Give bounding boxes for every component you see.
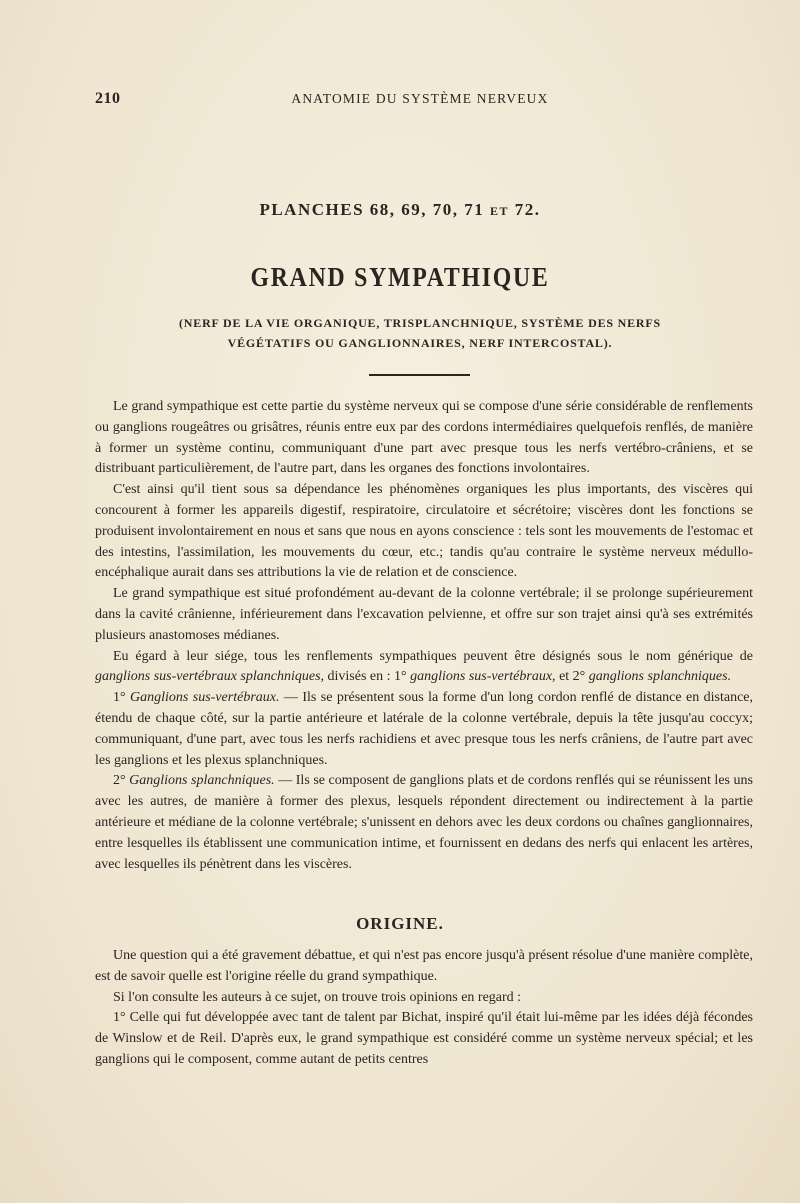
paragraph: 2° Ganglions splanchniques. — Ils se composent de ganglions plats et de cordons renflés qui se réunissent les uns avec les autres, de manière à former des plexus, lesquels répondent directement ou indirectement à la partie antérieure et médiane de la colonne vertébrale; s'unissent en dehors avec les deux cordons ou chaînes ganglionnaires, entre lesquelles ils établissent une communication intime, et fournissent en dedans des nerfs qui enlacent les artères, avec lesquelles ils pénètrent dans les viscères. xyxy=(95,773,753,872)
title-rule xyxy=(369,374,470,376)
paragraph: Une question qui a été gravement débattue, et qui n'est pas encore jusqu'à présent résolue d'une manière complète, est de savoir quelle est l'origine réelle du grand sympathique. xyxy=(95,948,753,984)
page-title: GRAND SYMPATHIQUE xyxy=(250,262,550,292)
body-text-origine xyxy=(95,946,753,1071)
plates-reference: PLANCHES 68, 69, 70, 71 et 72. xyxy=(259,200,541,219)
paragraph: Le grand sympathique est situé profondément au-devant de la colonne vertébrale; il se prolonge supérieurement dans la cavité crânienne, inférieurement dans l'excavation pelvienne, et offre sur son trajet ainsi qu'à ses extrémités plusieurs anastomoses médianes. xyxy=(95,586,753,643)
paragraph: Le grand sympathique est cette partie du système nerveux qui se compose d'une série considérable de renflements ou ganglions rougeâtres ou grisâtres, réunis entre eux par des cordons intermédiaires quelquefois renflés, de manière à former un système continu, communiquant d'une part avec presque tous les nerfs vertébro-crâniens, et se distribuant particulièrement, de l'autre part, dans les organes des fonctions involontaires. xyxy=(95,399,753,477)
paragraph: Si l'on consulte les auteurs à ce sujet, on trouve trois opinions en regard : xyxy=(113,989,522,1005)
section-heading-origine: ORIGINE. xyxy=(356,914,444,933)
running-head xyxy=(95,90,745,112)
page-number: 210 xyxy=(95,90,121,107)
paragraph: Eu égard à leur siége, tous les renflements sympathiques peuvent être désignés sous le nom générique de ganglions sus-vertébraux splanchniques, divisés en : 1° ganglions sus-vertébraux, et 2° ganglions splanchniques. xyxy=(95,648,753,685)
paragraph: 1° Celle qui fut développée avec tant de talent par Bichat, inspiré qu'il était lui-même par les idées déjà fécondes de Winslow et de Reil. D'après eux, le grand sympathique est considéré comme un système nerveux spécial; et les ganglions qui le composent, comme autant de petits centres xyxy=(95,1010,753,1067)
body-text-intro xyxy=(95,397,753,875)
paragraph: C'est ainsi qu'il tient sous sa dépendance les phénomènes organiques les plus importants, des viscères qui concourent à former les appareils digestif, respiratoire, circulatoire et sécrétoire; viscères dont les fonctions se produisent involontairement en nous et sans que nous en ayons conscience : tels sont les mouvements de l'estomac et des intestins, l'assimilation, les mouvements du cœur, etc.; tandis qu'au contraire le système nerveux médullo-encéphalique aurait dans ses attributions la vie de relation et de conscience. xyxy=(95,482,753,581)
running-title: ANATOMIE DU SYSTÈME NERVEUX xyxy=(291,91,549,106)
subtitle: (NERF DE LA VIE ORGANIQUE, TRISPLANCHNIQUE, SYSTÈME DES NERFS VÉGÉTATIFS OU GANGLIONNAIRES, NERF INTERCOSTAL). xyxy=(179,316,661,350)
paragraph: 1° Ganglions sus-vertébraux. — Ils se présentent sous la forme d'un long cordon renflé de distance en distance, étendu de chaque côté, sur la partie antérieure et latérale de la colonne vertébrale, depuis la tête jusqu'au coccyx; communiquant, d'une part, avec tous les nerfs rachidiens et avec presque tous les nerfs crâniens, de l'autre part avec les ganglions et les plexus splanchniques. xyxy=(95,690,754,768)
